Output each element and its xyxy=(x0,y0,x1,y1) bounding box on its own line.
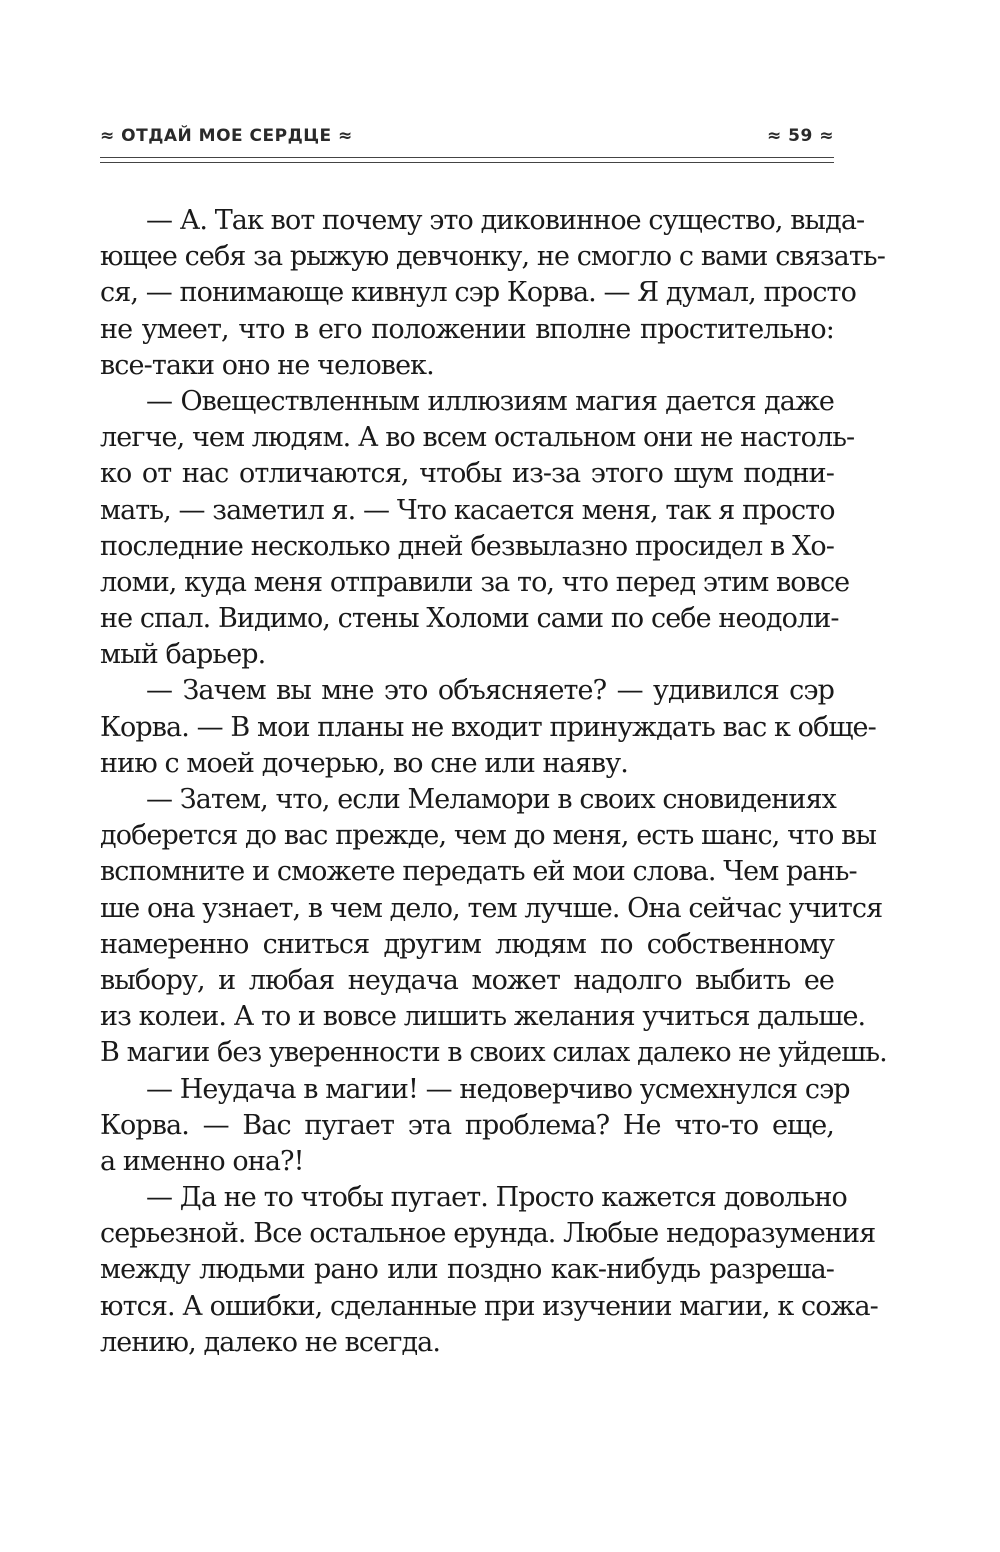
text-line: — Овеществленным иллюзиям магия дается даже xyxy=(146,385,834,417)
text-line: лению, далеко не всегда. xyxy=(100,1326,441,1358)
text-line: В магии без уверенности в своих силах далеко не уйдешь. xyxy=(100,1037,887,1069)
text-line: — Неудача в магии! — недоверчиво усмехнулся сэр xyxy=(146,1073,850,1105)
header-divider xyxy=(100,157,834,163)
text-line: доберется до вас прежде, чем до меня, есть шанс, что вы xyxy=(100,820,877,852)
text-line: не спал. Видимо, стены Холоми сами по себе неодоли- xyxy=(100,603,839,635)
text-line: а именно она?! xyxy=(100,1145,304,1177)
text-line: ше она узнает, в чем дело, тем лучше. Она сейчас учится xyxy=(100,892,883,924)
running-title: ≈ ОТДАЙ МОЕ СЕРДЦЕ ≈ xyxy=(100,126,353,146)
text-line: последние несколько дней безвылазно просидел в Хо- xyxy=(100,530,834,562)
text-line: нию с моей дочерью, во сне или наяву. xyxy=(100,747,628,779)
text-line: намеренно сниться другим людям по собственному xyxy=(100,928,834,960)
text-line: вспомните и сможете передать ей мои слова. Чем рань- xyxy=(100,856,857,888)
text-line: все-таки оно не человек. xyxy=(100,349,434,381)
text-line: Корва. — Вас пугает эта проблема? Не что-то еще, xyxy=(100,1109,834,1141)
text-line: мать, — заметил я. — Что касается меня, так я просто xyxy=(100,494,835,526)
text-line: серьезной. Все остальное ерунда. Любые недоразумения xyxy=(100,1218,876,1250)
text-line: — Да не то чтобы пугает. Просто кажется довольно xyxy=(146,1182,847,1214)
text-line: ющее себя за рыжую девчонку, не смогло с вами связать- xyxy=(100,241,885,273)
text-line: из колеи. А то и вовсе лишить желания учиться дальше. xyxy=(100,1001,866,1033)
text-line: — А. Так вот почему это диковинное существо, выда- xyxy=(146,205,865,236)
text-line: Корва. — В мои планы не входит принуждать вас к обще- xyxy=(100,711,876,743)
text-line: ко от нас отличаются, чтобы из-за этого шум подни- xyxy=(100,458,834,490)
text-line: не умеет, что в его положении вполне простительно: xyxy=(100,313,834,345)
running-header xyxy=(100,126,834,156)
text-line: легче, чем людям. А во всем остальном они не настоль- xyxy=(100,422,855,454)
text-line: ся, — понимающе кивнул сэр Корва. — Я думал, просто xyxy=(100,277,856,309)
text-line: ломи, куда меня отправили за то, что перед этим вовсе xyxy=(100,566,850,598)
text-line: мый барьер. xyxy=(100,639,266,671)
text-line: — Зачем вы мне это объясняете? — удивился сэр xyxy=(146,675,834,707)
text-line: ются. А ошибки, сделанные при изучении магии, к сожа- xyxy=(100,1290,878,1322)
text-line: выбору, и любая неудача может надолго выбить ее xyxy=(100,964,834,996)
page-number: ≈ 59 ≈ xyxy=(767,126,834,146)
body-text xyxy=(100,203,887,1361)
text-line: — Затем, что, если Меламори в своих сновидениях xyxy=(146,784,836,815)
text-line: между людьми рано или поздно как-нибудь разреша- xyxy=(100,1254,834,1286)
